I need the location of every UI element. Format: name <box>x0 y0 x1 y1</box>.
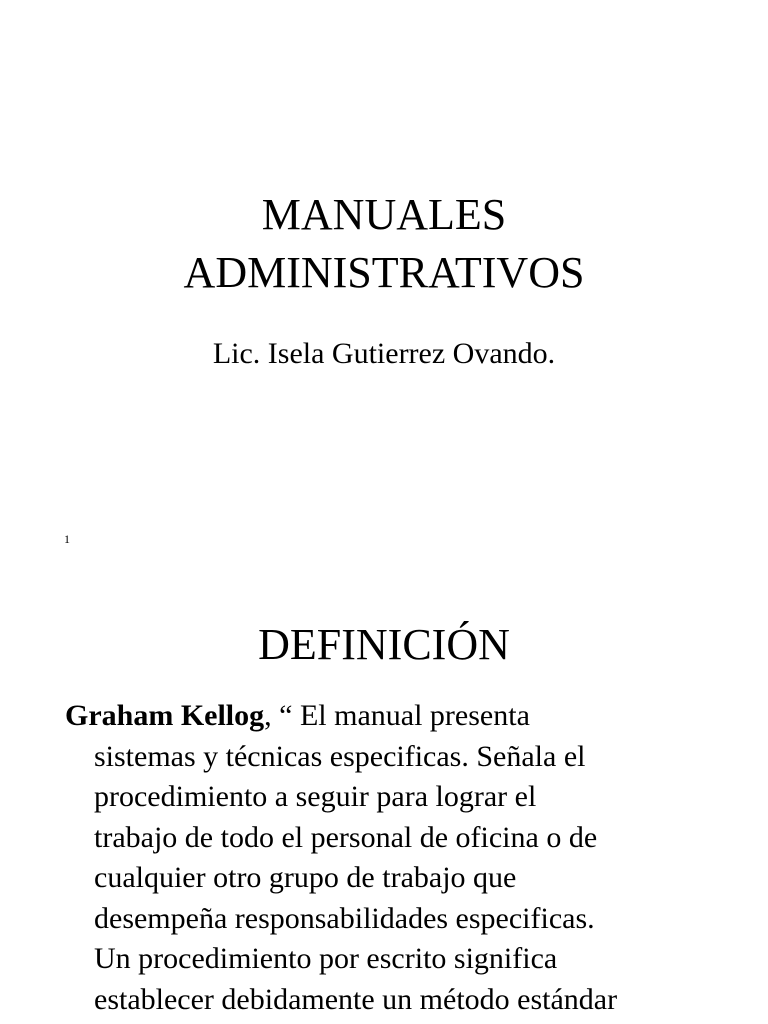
section-heading: DEFINICIÓN <box>258 620 510 669</box>
definition-line-4: trabajo de todo el personal de oficina o de <box>94 820 598 854</box>
quote-author: Graham Kellog <box>65 699 265 732</box>
title-line-1: MANUALES <box>261 190 507 239</box>
definition-line-1 <box>65 696 755 737</box>
definition-line-8: establecer debidamente un método estándar <box>94 982 618 1016</box>
author-name: Lic. Isela Gutierrez Ovando. <box>212 337 556 370</box>
definition-paragraph <box>65 696 755 1020</box>
quote-opening: , “ El manual presenta <box>264 699 530 732</box>
title-line-2: ADMINISTRATIVOS <box>183 248 585 297</box>
definition-line-3: procedimiento a seguir para lograr el <box>94 780 537 813</box>
page-title <box>0 186 768 302</box>
definition-slide <box>0 560 768 1024</box>
definition-line-5: cualquier otro grupo de trabajo que <box>94 861 517 894</box>
definition-line-7: Un procedimiento por escrito significa <box>94 942 558 975</box>
page-number: 1 <box>64 532 70 546</box>
definition-line-2: sistemas y técnicas especificas. Señala el <box>94 739 586 773</box>
definition-line-6: desempeña responsabilidades especificas. <box>94 901 595 935</box>
